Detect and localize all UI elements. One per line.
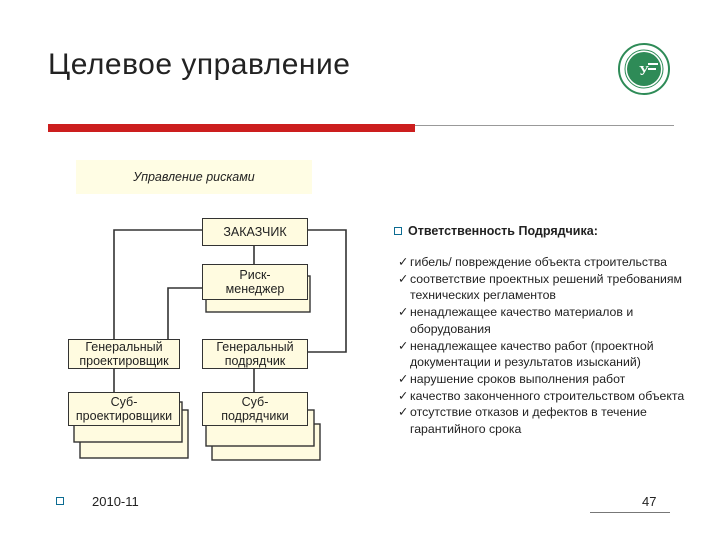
responsibility-title: Ответственность Подрядчика:: [408, 224, 598, 238]
customer-label: ЗАКАЗЧИК: [223, 225, 287, 239]
sub-designers-label-line1: Суб-: [110, 395, 138, 409]
general-contractor-box: [202, 339, 308, 369]
footer-date: 2010-11: [92, 494, 139, 509]
general-contractor-label-line1: Генеральный: [216, 340, 294, 354]
checkmark-icon: ✓: [398, 338, 409, 353]
checkmark-icon: ✓: [398, 305, 409, 320]
general-designer-box: [68, 339, 180, 369]
risk-manager-label-line2: менеджер: [225, 282, 285, 296]
sub-contractors-box: [202, 392, 308, 426]
general-designer-label-line2: проектировщик: [79, 354, 169, 368]
list-item: [398, 388, 708, 405]
checkmark-icon: ✓: [398, 271, 409, 286]
page-number: 47: [642, 494, 657, 509]
checkmark-icon: ✓: [398, 405, 409, 420]
sub-contractors-label-line2: подрядчики: [221, 409, 289, 423]
list-item-text: ненадлежащее качество материалов и оборудования: [410, 305, 634, 336]
general-contractor-label-line2: подрядчик: [224, 354, 286, 368]
checkmark-icon: ✓: [398, 371, 409, 386]
list-item: [398, 254, 708, 271]
list-item: [398, 304, 708, 337]
footer-square-bullet-icon: [56, 497, 64, 505]
sub-designers-box: [68, 392, 180, 426]
list-item: [398, 271, 708, 304]
list-item-text: соответствие проектных решений требованиям технических регламентов: [410, 271, 682, 303]
footer-divider: [590, 512, 670, 513]
risk-manager-label-line1: Риск-: [239, 268, 271, 282]
sub-contractors-label-line1: Суб-: [241, 395, 269, 409]
list-item-text: качество законченного строительством объекта: [410, 388, 685, 403]
list-item: [398, 404, 708, 437]
list-item: [398, 338, 708, 371]
list-item-text: ненадлежащее качество работ (проектной документации и результатов изысканий): [410, 338, 654, 370]
list-item-text: гибель/ повреждение объекта строительства: [410, 255, 667, 269]
sub-designers-label-line2: проектировщики: [75, 409, 173, 423]
risk-management-banner: Управление рисками: [76, 160, 312, 194]
checkmark-icon: ✓: [398, 255, 409, 269]
checkmark-icon: ✓: [398, 388, 409, 403]
responsibility-list: [398, 254, 708, 438]
customer-box: [202, 218, 308, 246]
list-item: [398, 371, 708, 388]
risk-manager-box: [202, 264, 308, 300]
list-item-text: нарушение сроков выполнения работ: [410, 371, 626, 386]
svg-text:У: У: [638, 64, 650, 79]
general-designer-label-line1: Генеральный: [85, 340, 163, 354]
slide-title: Целевое управление: [48, 48, 351, 81]
list-item-text: отсутствие отказов и дефектов в течение гарантийного срока: [410, 405, 647, 437]
square-bullet-icon: [394, 227, 402, 235]
